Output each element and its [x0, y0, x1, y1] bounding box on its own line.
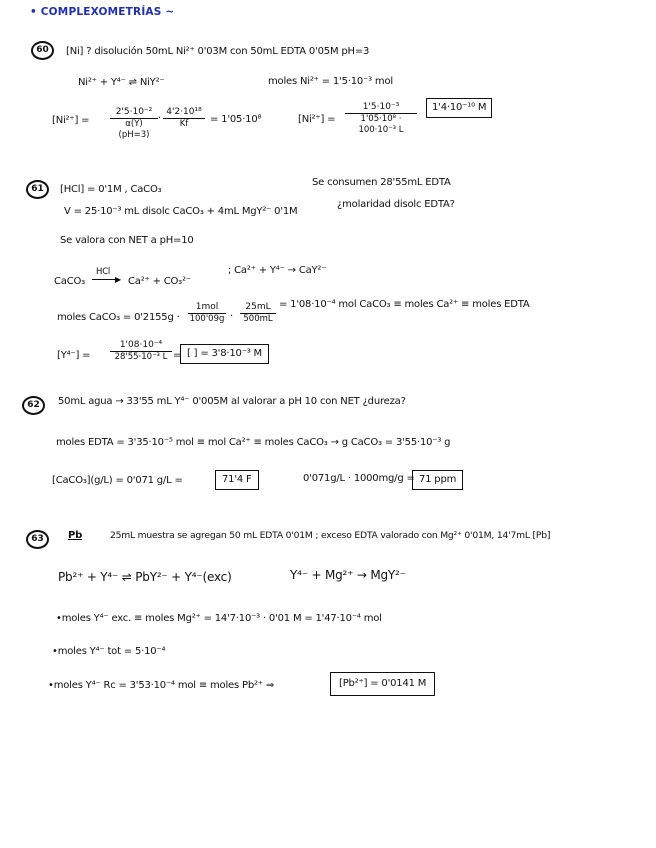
fraction-numerator: 2'5·10⁻² — [110, 107, 158, 119]
problem-62-answer-box-1: 71'4 F — [215, 470, 259, 490]
fraction-numerator: 4'2·10¹⁸ — [163, 107, 205, 119]
equals-sign: = — [173, 350, 182, 361]
fraction-denominator: 1'05·10⁸ · 100·10⁻³ L — [358, 114, 404, 135]
problem-61-rx1-right: Ca²⁺ + CO₃²⁻ — [128, 276, 191, 287]
arrow-head-icon: ▶ — [115, 275, 121, 284]
problem-60-answer-box: 1'4·10⁻¹⁰ M — [426, 98, 492, 118]
fraction-numerator: 1'08·10⁻⁴ — [110, 340, 172, 352]
problem-61-answer-box: [ ] = 3'8·10⁻³ M — [180, 344, 269, 364]
page-title: • COMPLEXOMETRÍAS ~ — [30, 6, 175, 18]
problem-62-number: 62 — [22, 396, 45, 415]
fraction-denominator: 100'09g — [189, 314, 225, 324]
problem-63-answer-box: [Pb²⁺] = 0'0141 M — [330, 672, 435, 696]
problem-61-rx2: ; Ca²⁺ + Y⁴⁻ → CaY²⁻ — [228, 265, 327, 276]
problem-62-moles: moles EDTA = 3'35·10⁻⁵ mol ≡ mol Ca²⁺ ≡ moles CaCO₃ → g CaCO₃ = 3'55·10⁻³ g — [56, 437, 451, 448]
problem-63-label: Pb — [68, 530, 83, 541]
problem-61-fraction-a — [188, 302, 226, 325]
problem-61-rx1-reagent: HCl — [96, 267, 111, 277]
problem-60-fraction-result: = 1'05·10⁸ — [210, 114, 262, 125]
problem-60-statement: [Ni] ? disolución 50mL Ni²⁺ 0'03M con 50mL EDTA 0'05M pH=3 — [66, 46, 370, 57]
problem-61-moles-lhs: moles CaCO₃ = 0'2155g · — [57, 312, 180, 323]
problem-61-statement: [HCl] = 0'1M , CaCO₃ — [60, 184, 162, 195]
problem-60-fraction-1 — [110, 107, 158, 141]
problem-61-line-3: Se valora con NET a pH=10 — [60, 235, 194, 246]
problem-62-conc-lhs: [CaCO₃](g/L) = 0'071 g/L = — [52, 475, 183, 486]
problem-63-line-2: •moles Y⁴⁻ tot = 5·10⁻⁴ — [52, 646, 166, 657]
problem-63-line-1: •moles Y⁴⁻ exc. ≡ moles Mg²⁺ = 14'7·10⁻³ · 0'01 M = 1'47·10⁻⁴ mol — [56, 613, 382, 624]
problem-60-conc-lhs: [Ni²⁺] = — [52, 115, 90, 126]
problem-61-conc-lhs: [Y⁴⁻] = — [57, 350, 91, 361]
problem-60-fraction-3 — [345, 102, 417, 136]
problem-63-reaction-2: Y⁴⁻ + Mg²⁺ → MgY²⁻ — [290, 568, 406, 582]
problem-63-reaction-1: Pb²⁺ + Y⁴⁻ ⇌ PbY²⁻ + Y⁴⁻(exc) — [58, 570, 232, 584]
problem-60-reaction: Ni²⁺ + Y⁴⁻ ⇌ NiY²⁻ — [78, 77, 165, 88]
problem-61-note-1: Se consumen 28'55mL EDTA — [312, 177, 451, 188]
problem-63-number: 63 — [26, 530, 49, 549]
fraction-denominator: 28'55·10⁻³ L — [114, 352, 168, 362]
fraction-denominator: 500mL — [243, 314, 273, 324]
problem-60-moles: moles Ni²⁺ = 1'5·10⁻³ mol — [268, 76, 393, 87]
problem-60-fraction-2 — [163, 107, 205, 130]
problem-61-line-2: V = 25·10⁻³ mL disolc CaCO₃ + 4mL MgY²⁻ 0'1M — [64, 206, 298, 217]
multiply-dot: · — [230, 311, 233, 322]
problem-61-number: 61 — [26, 180, 49, 199]
problem-61-fraction-c — [110, 340, 172, 363]
problem-63-statement: 25mL muestra se agregan 50 mL EDTA 0'01M ; exceso EDTA valorado con Mg²⁺ 0'01M, 14'7mL [Pb] — [110, 530, 551, 541]
problem-63-line-3: •moles Y⁴⁻ Rc = 3'53·10⁻⁴ mol ≡ moles Pb²⁺ ⇒ — [48, 680, 275, 691]
problem-61-moles-rhs: = 1'08·10⁻⁴ mol CaCO₃ ≡ moles Ca²⁺ ≡ moles EDTA — [279, 299, 530, 310]
multiply-dot: · — [158, 113, 161, 124]
problem-62-answer-box-2: 71 ppm — [412, 470, 463, 490]
problem-61-note-2: ¿molaridad disolc EDTA? — [337, 199, 455, 210]
problem-62-conversion: 0'071g/L · 1000mg/g = — [303, 473, 415, 484]
problem-61-fraction-b — [240, 302, 276, 325]
problem-61-rx1-left: CaCO₃ — [54, 276, 85, 287]
fraction-numerator: 1mol — [188, 302, 226, 314]
problem-60-number: 60 — [31, 41, 54, 60]
fraction-denominator: α(Y)(pH=3) — [118, 119, 150, 140]
problem-62-statement: 50mL agua → 33'55 mL Y⁴⁻ 0'005M al valorar a pH 10 con NET ¿dureza? — [58, 396, 406, 407]
fraction-numerator: 1'5·10⁻³ — [345, 102, 417, 114]
fraction-numerator: 25mL — [240, 302, 276, 314]
problem-60-conc2-lhs: [Ni²⁺] = — [298, 114, 336, 125]
fraction-denominator: Kf — [179, 119, 189, 129]
